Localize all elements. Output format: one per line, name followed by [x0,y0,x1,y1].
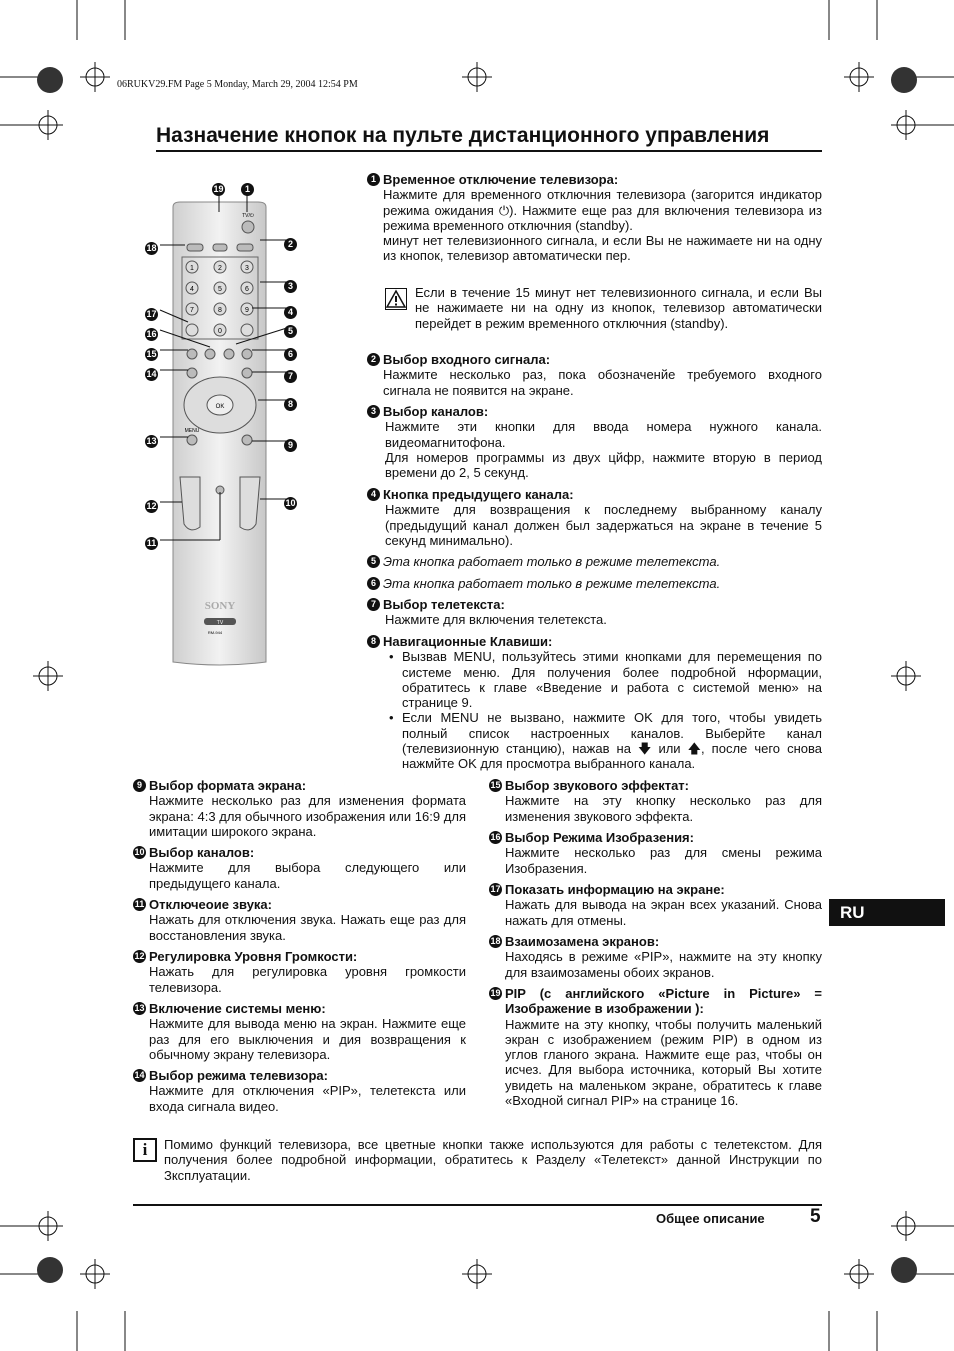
title-rule [156,150,822,152]
entry-3: 3 Выбор каналов: Нажмите эти кнопки для ввода номера нужного канала. видеомагнитофона. Для номеров программы из двух цйфр, нажмите вторую в период времени до 2, 5 секунд. [367,404,822,480]
entry-17: 17 Показать информацию на экране: Нажать для вывода на экран всех указаний. Снова нажать для отмены. [490,882,822,928]
entry-11: 11 Отключеоие звука: Нажать для отключения звука. Нажать еще раз для восстановления звука. [134,897,466,943]
entry-7: 7 Выбор телетекста: Нажмите для включения телетекста. [367,597,822,628]
entry-8: 8 Навигационные Клавиши: • Вызвав MENU, пользуйтесь этими кнопками для перемещения по системе меню. Для получения более подробной нформации, обратитесь к главе «Введение и работа с системой меню» на странице 9. • Если MENU не вызвано, нажмите OK для того, чтобы увидеть полный список настроенных каналов. Выберйте канал (телевизионную станцию), нажав на 🡇 или 🡅, после чего снова нажмйте OK для просмотра выбранного канала. [367,634,822,772]
svg-text:9: 9 [245,307,249,314]
entry-6: 6 Эта кнопка работает только в режиме телетекста. [367,576,822,591]
info-icon: i [133,1138,157,1162]
svg-text:4: 4 [190,286,194,293]
entry-13: 13 Включение системы меню: Нажмите для вывода меню на экран. Нажмите еще раз для его выключения и дия возвращения к обычному экрану телевизора. [134,1001,466,1062]
callout-6: 6 [284,344,300,362]
callout-4: 4 [284,302,300,320]
page-title: Назначение кнопок на пульте дистанционного управления [156,124,770,147]
callout-12: 12 [146,501,157,511]
entry-18: 18 Взаимозамена экранов: Находясь в режиме «PIP», нажмите на эту кнопку для взаимозамены обоих экранов. [490,934,822,980]
callout-16: 16 [146,329,157,339]
callout-11: 11 [146,538,157,548]
model-label: RM-944 [207,630,223,635]
entry-5: 5 Эта кнопка работает только в режиме телетекста. [367,554,822,569]
entry-4: 4 Кнопка предыдущего канала: Нажмите для возвращения к последнему выбранному каналу (предыдущий канал должен был задержаться на экране в течение 5 секунд минимально). [367,487,822,548]
svg-text:1: 1 [190,265,194,272]
entry-15: 15 Выбор звукового эффектат: Нажмите на эту кнопку несколько раз для изменения звукового эффекта. [490,778,822,824]
callout-1: 1 [241,179,257,197]
entry-12: 12 Регулировка Уровня Громкости: Нажать для регулировка уровня громкости телевизора. [134,949,466,995]
callout-3: 3 [284,276,300,294]
callout-14: 14 [146,369,157,379]
entry-2: 2 Выбор входного сигнала: Нажмите несколько раз, пока обозначенйе требуемого входного сигнала не появится на экране. [367,352,822,398]
entry-19: 19 PIP (с английского «Picture in Picture» = Изображение в изображении ): Нажмите на эту кнопку, чтобы получить маленький экран с изображением (режим PIP) в одном из углов гланого экрана. Нажмите еще раз, чтобы он исчез. Для выбора источника, который Вы хотите увидеть на маленьком экране, обратитесь к главе «Входной сигнал PIP» на странице 16. [490,986,822,1109]
callout-15: 15 [146,349,157,359]
entry-1: 1 Временное отключение телевизора: Нажмите для временного отключния телевизора (загорится индикатор режима ожидания ⏻). Нажмите еще раз для включения телевизора из режима временного отключния (standby). минут нет телевизионного сигнала, и если Вы не нажимаете ни на одну из кнопок, телевизор автоматически пер. [367,172,822,264]
entry-16: 16 Выбор Режима Изобразения: Нажмите несколько раз для смены режима Изобразения. [490,830,822,876]
brand-logo: SONY [204,600,236,612]
callout-18: 18 [146,243,157,253]
file-info: 06RUKV29.FM Page 5 Monday, March 29, 2004 12:54 PM [117,79,358,90]
language-tab-ru: RU [829,899,945,926]
svg-text:5: 5 [218,286,222,293]
callout-2: 2 [284,234,300,252]
note-text: Помимо функций телевизора, все цветные кнопки также используются для работы с телетекстом. Для получения более подробной информации, обратитесь к Разделу «Телетекст» данной Инструкции по Зксплуатации. [164,1137,822,1183]
svg-text:8: 8 [218,307,222,314]
page-number: 5 [810,1206,821,1227]
svg-text:2: 2 [218,265,222,272]
warning-icon [385,288,407,310]
svg-text:7: 7 [190,307,194,314]
callout-13: 13 [146,436,157,446]
footer-rule [133,1204,822,1206]
bullet-item: • Вызвав MENU, пользуйтесь этими кнопками для перемещения по системе меню. Для получения более подробной нформации, обратитесь к главе «Введение и работа с системой меню» на странице 9. [385,649,822,710]
callout-7: 7 [284,366,300,384]
footer-section: Общее описание [656,1211,765,1226]
menu-label: MENU [184,428,200,434]
callout-9: 9 [284,435,300,453]
ok-label: OK [215,404,225,410]
bullet-item: • Если MENU не вызвано, нажмите OK для того, чтобы увидеть полный список настроенных каналов. Выберйте канал (телевизионную станцию), нажав на 🡇 или 🡅, после чего снова нажмйте OK для просмотра выбранного канала. [385,710,822,771]
callout-19: 19 [213,184,224,194]
entry-14: 14 Выбор режима телевизора: Нажмите для отключения «PIP», телетекста или входа сигнала видео. [134,1068,466,1114]
callout-5: 5 [284,321,300,339]
callout-10: 10 [285,498,296,508]
callout-8: 8 [284,394,300,412]
svg-text:0: 0 [218,328,222,335]
svg-text:6: 6 [245,286,249,293]
tv-badge: TV [216,620,224,626]
svg-text:3: 3 [245,265,249,272]
entry-10: 10 Выбор каналов: Нажмите для выбора следующего или предыдущего канала. [134,845,466,891]
tv-power-label: TV/⏻ [242,213,254,219]
callout-17: 17 [146,309,157,319]
entry-9: 9 Выбор формата экрана: Нажмите несколько раз для изменения формата экрана: 4:3 для обычного изображения или 16:9 для имитации широкого экрана. [133,778,466,839]
entry-1-warning: Если в течение 15 минут нет телевизионного сигнала, и если Вы не нажимаете ни на одну из кнопок, телевизор автоматически перейдет в режим временного отключния (standby). [415,285,822,331]
